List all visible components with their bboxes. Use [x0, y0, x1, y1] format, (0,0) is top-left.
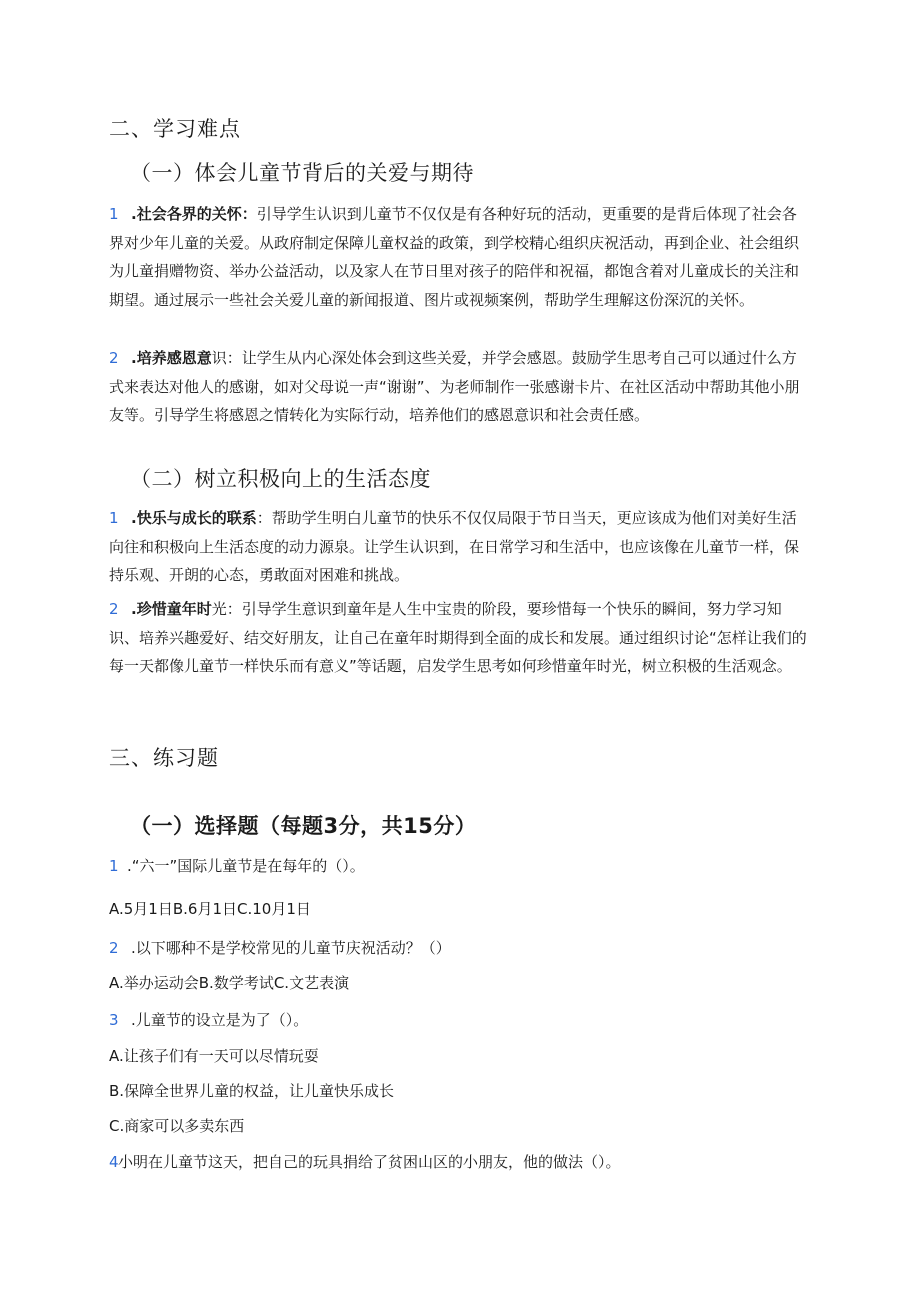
question-3: [109, 1009, 308, 1030]
item-lead: .珍惜童年时: [131, 600, 212, 618]
question-text: .以下哪种不是学校常见的儿童节庆祝活动？（）: [131, 939, 451, 957]
list-number: 1: [109, 509, 119, 527]
question-3-option-b: B.保障全世界儿童的权益，让儿童快乐成长: [109, 1082, 395, 1100]
question-1-options: A.5月1日B.6月1日C.10月1日: [109, 900, 311, 918]
question-3-option-c: C.商家可以多卖东西: [109, 1117, 245, 1135]
question-3-option-a: A.让孩子们有一天可以尽情玩耍: [109, 1047, 319, 1065]
question-2-options: A.举办运动会B.数学考试C.文艺表演: [109, 974, 350, 992]
subsection-heading-2: （二）树立积极向上的生活态度: [130, 467, 431, 491]
section-heading-difficulties: 二、学习难点: [109, 117, 241, 141]
list-number: 2: [109, 600, 119, 618]
question-text: .“六一”国际儿童节是在每年的（）。: [127, 857, 365, 875]
section-heading-exercises: 三、练习题: [109, 746, 219, 770]
question-number: 3: [109, 1011, 119, 1029]
paragraph-1: [109, 200, 809, 314]
question-4: [109, 1151, 621, 1172]
list-number: 2: [109, 349, 119, 367]
item-lead: .社会各界的关怀：: [131, 205, 257, 223]
item-text: ：帮助学生明白儿童节的快乐不仅仅局限于节日当天，更应该成为他们对美好生活向往和积极向上生活态度的动力源泉。让学生认识到，在日常学习和生活中，也应该像在儿童节一样，保持乐观、开朗的心态，勇敢面对困难和挑战。: [109, 509, 800, 584]
subsection-heading-choice: （一）选择题（每题3分，共15分）: [130, 814, 477, 838]
item-lead: .培养感恩意: [131, 349, 212, 367]
item-text: 引导学生认识到儿童节不仅仅是有各种好玩的活动，更重要的是背后体现了社会各界对少年儿童的关爱。从政府制定保障儿童权益的政策，到学校精心组织庆祝活动，再到企业、社会组织为儿童捐赠物资、举办公益活动，以及家人在节日里对孩子的陪伴和祝福，都饱含着对儿童成长的关注和期望。通过展示一些社会关爱儿童的新闻报道、图片或视频案例，帮助学生理解这份深沉的关怀。: [109, 205, 800, 309]
question-number: 2: [109, 939, 119, 957]
list-number: 1: [109, 205, 119, 223]
paragraph-2: [109, 344, 809, 430]
question-text: 小明在儿童节这天，把自己的玩具捐给了贫困山区的小朋友，他的做法（）。: [118, 1153, 621, 1171]
question-1: [109, 855, 365, 876]
question-text: .儿童节的设立是为了（）。: [131, 1011, 309, 1029]
item-text: 光：引导学生意识到童年是人生中宝贵的阶段，要珍惜每一个快乐的瞬间，努力学习知识、培养兴趣爱好、结交好朋友，让自己在童年时期得到全面的成长和发展。通过组织讨论“怎样让我们的每一天都像儿童节一样快乐而有意义”等话题，启发学生思考如何珍惜童年时光，树立积极的生活观念。: [109, 600, 807, 675]
question-number: 1: [109, 857, 119, 875]
paragraph-4: [109, 595, 809, 681]
paragraph-3: [109, 504, 809, 590]
subsection-heading-1: （一）体会儿童节背后的关爱与期待: [130, 161, 474, 185]
item-lead: .快乐与成长的联系: [131, 509, 257, 527]
question-2: [109, 937, 451, 958]
item-text: 识：让学生从内心深处体会到这些关爱，并学会感恩。鼓励学生思考自己可以通过什么方式来表达对他人的感谢，如对父母说一声“谢谢”、为老师制作一张感谢卡片、在社区活动中帮助其他小朋友等。引导学生将感恩之情转化为实际行动，培养他们的感恩意识和社会责任感。: [109, 349, 800, 424]
question-number: 4: [109, 1153, 119, 1171]
